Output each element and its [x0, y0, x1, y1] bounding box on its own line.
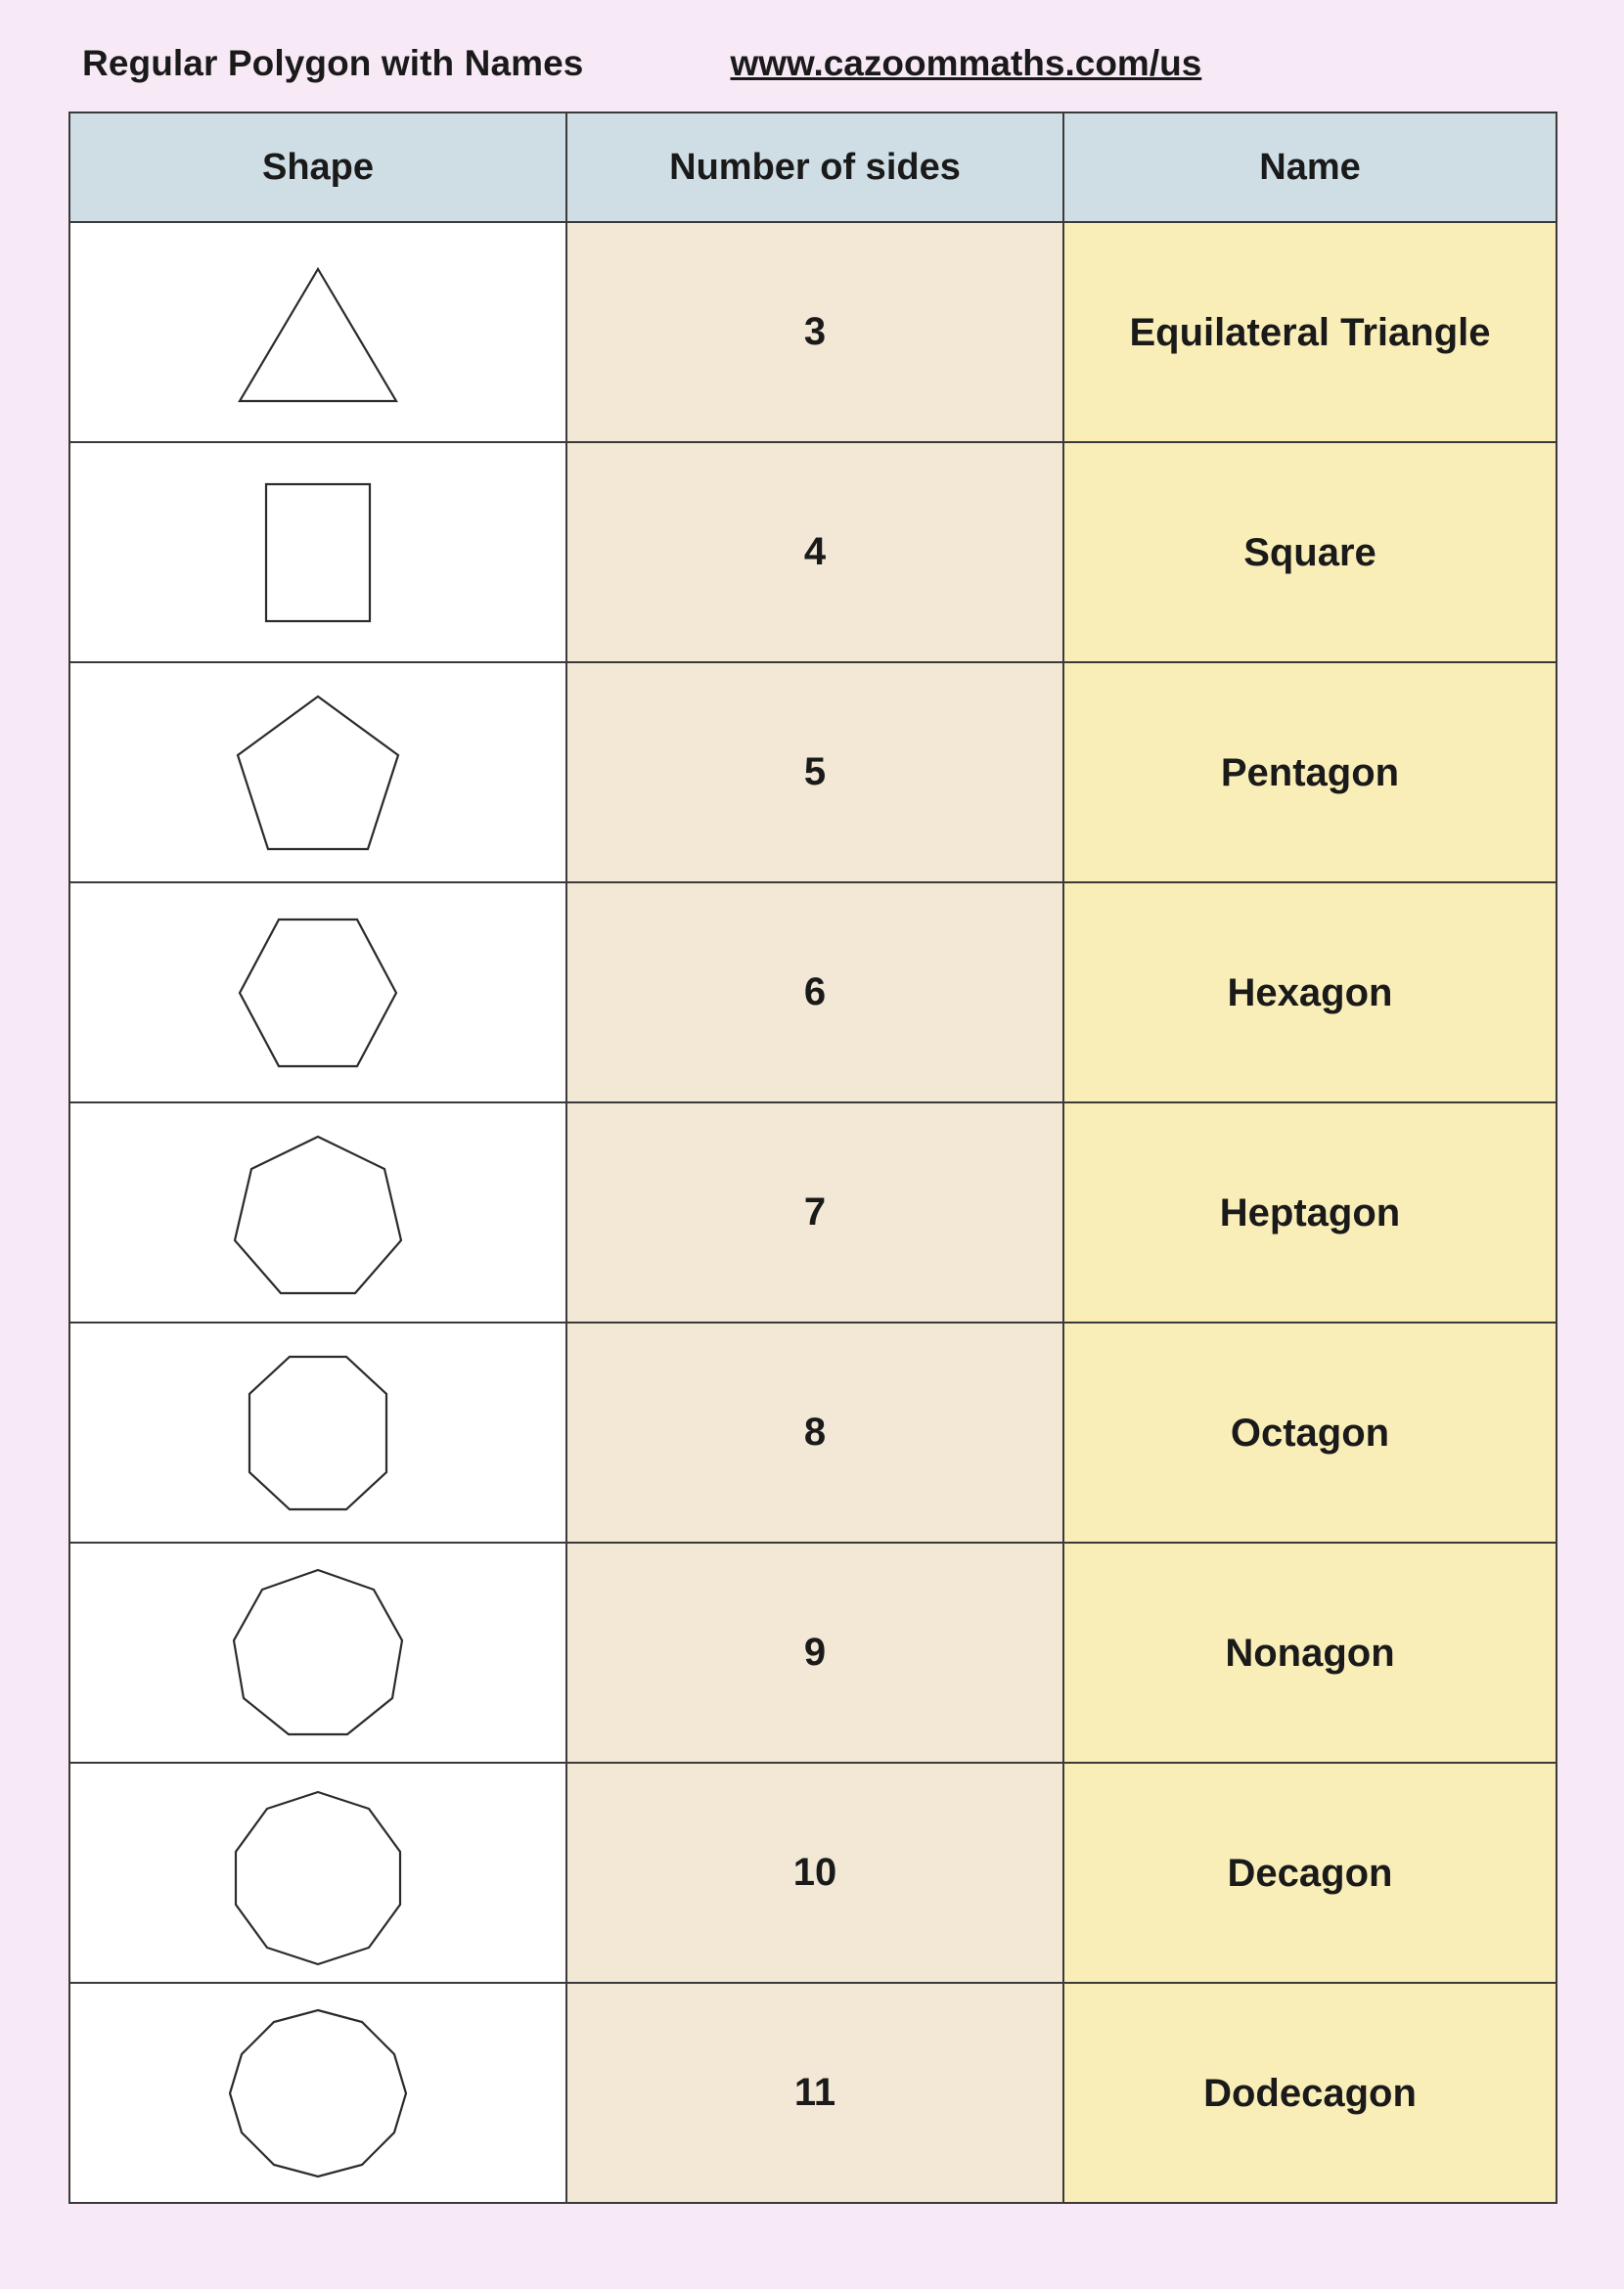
table-row [69, 222, 1556, 442]
name-cell: Pentagon [1063, 662, 1556, 882]
page-header [0, 0, 1624, 84]
sides-cell: 3 [566, 222, 1063, 442]
sides-cell: 5 [566, 662, 1063, 882]
triangle-icon [220, 249, 416, 416]
table-row [69, 1323, 1556, 1543]
shape-cell [69, 1983, 566, 2203]
table-row [69, 1543, 1556, 1763]
name-cell: Dodecagon [1063, 1983, 1556, 2203]
name-cell: Square [1063, 442, 1556, 662]
shape-cell [69, 1102, 566, 1323]
sides-cell: 8 [566, 1323, 1063, 1543]
name-cell: Equilateral Triangle [1063, 222, 1556, 442]
name-cell: Decagon [1063, 1763, 1556, 1983]
hexagon-icon [220, 905, 416, 1081]
table-body [69, 222, 1556, 2203]
heptagon-icon [220, 1125, 416, 1301]
shape-cell [69, 1323, 566, 1543]
name-cell: Heptagon [1063, 1102, 1556, 1323]
octagon-icon [220, 1345, 416, 1521]
sides-cell: 11 [566, 1983, 1063, 2203]
pentagon-icon [220, 685, 416, 861]
column-header-name: Name [1063, 112, 1556, 222]
shape-cell [69, 882, 566, 1102]
page-title: Regular Polygon with Names [82, 43, 584, 83]
shape-cell [69, 1763, 566, 1983]
table-row [69, 882, 1556, 1102]
name-cell: Octagon [1063, 1323, 1556, 1543]
sides-cell: 10 [566, 1763, 1063, 1983]
table-row [69, 1763, 1556, 1983]
shape-cell [69, 662, 566, 882]
table-row [69, 1102, 1556, 1323]
shape-cell [69, 1543, 566, 1763]
dodecagon-icon [220, 2000, 416, 2186]
table-header-row [69, 112, 1556, 222]
sides-cell: 4 [566, 442, 1063, 662]
polygon-table [68, 112, 1557, 2204]
name-cell: Nonagon [1063, 1543, 1556, 1763]
square-icon [220, 470, 416, 636]
column-header-sides: Number of sides [566, 112, 1063, 222]
nonagon-icon [220, 1560, 416, 1746]
table-container [68, 112, 1556, 2204]
decagon-icon [220, 1780, 416, 1966]
table-row [69, 442, 1556, 662]
shape-cell [69, 222, 566, 442]
table-row [69, 1983, 1556, 2203]
table-header [69, 112, 1556, 222]
sides-cell: 6 [566, 882, 1063, 1102]
website-url: www.cazoommaths.com/us [730, 43, 1202, 83]
name-cell: Hexagon [1063, 882, 1556, 1102]
sides-cell: 7 [566, 1102, 1063, 1323]
column-header-shape: Shape [69, 112, 566, 222]
shape-cell [69, 442, 566, 662]
table-row [69, 662, 1556, 882]
sides-cell: 9 [566, 1543, 1063, 1763]
